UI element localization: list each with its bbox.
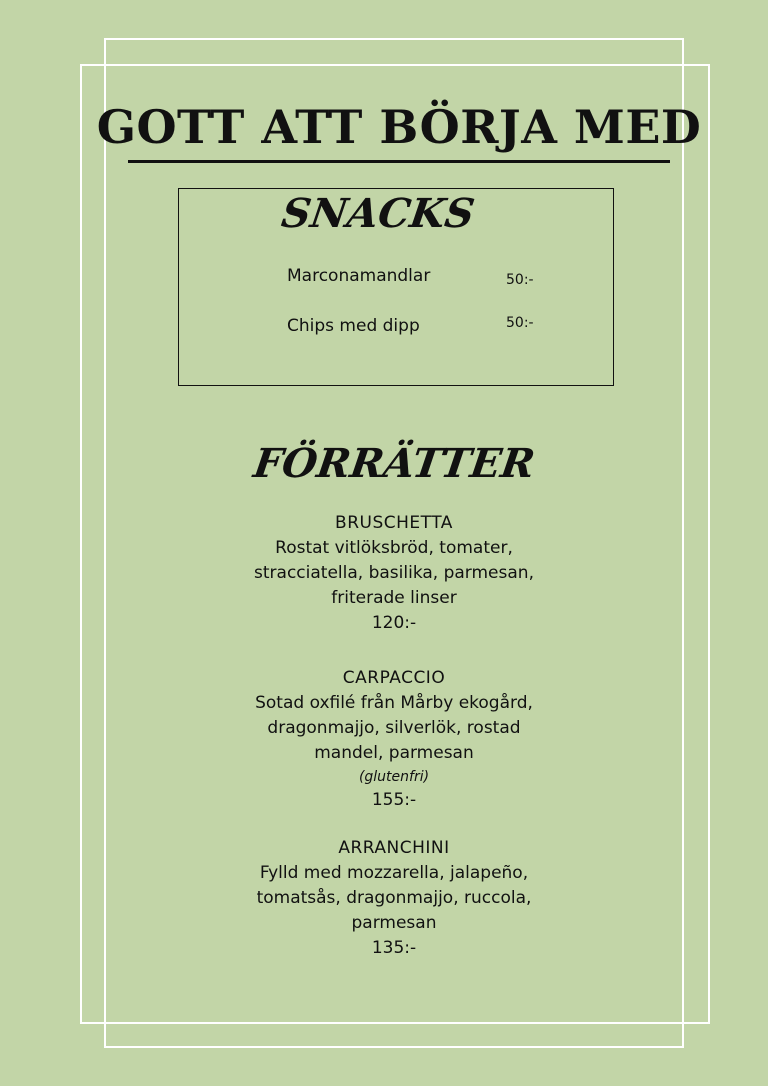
menu-item-name: ARRANCHINI xyxy=(338,838,450,858)
menu-item-description: Fylld med mozzarella, jalapeño, xyxy=(259,863,529,883)
menu-item-price: 155:- xyxy=(371,790,417,810)
menu-item-price: 120:- xyxy=(371,613,417,633)
menu-item-description: Sotad oxfilé från Mårby ekogård, xyxy=(255,693,533,713)
menu-item-bruschetta xyxy=(194,511,594,636)
snack-item-name: Marconamandlar xyxy=(287,266,431,286)
snack-item-price: 50:- xyxy=(506,272,534,288)
menu-item-name: CARPACCIO xyxy=(342,668,446,688)
menu-item-note: (glutenfri) xyxy=(358,769,430,785)
menu-item-description: dragonmajjo, silverlök, rostad xyxy=(267,718,521,738)
menu-item-description: Rostat vitlöksbröd, tomater, xyxy=(275,538,513,558)
title-underline xyxy=(128,160,670,163)
snack-item-name: Chips med dipp xyxy=(287,316,420,336)
forratter-heading: FÖRRÄTTER xyxy=(250,440,538,487)
menu-item-name: BRUSCHETTA xyxy=(335,513,453,533)
menu-item-arranchini xyxy=(194,836,594,961)
menu-item-description: friterade linser xyxy=(331,588,457,608)
menu-item-description: tomatsås, dragonmajjo, ruccola, xyxy=(256,888,532,908)
menu-item-description: stracciatella, basilika, parmesan, xyxy=(254,563,534,583)
snack-item-price: 50:- xyxy=(506,315,534,331)
menu-item-description: parmesan xyxy=(351,913,437,933)
page-title: GOTT ATT BÖRJA MED xyxy=(96,100,702,154)
menu-item-carpaccio xyxy=(194,666,594,813)
menu-item-description: mandel, parmesan xyxy=(314,743,474,763)
snacks-heading: SNACKS xyxy=(278,190,478,237)
menu-item-price: 135:- xyxy=(371,938,417,958)
